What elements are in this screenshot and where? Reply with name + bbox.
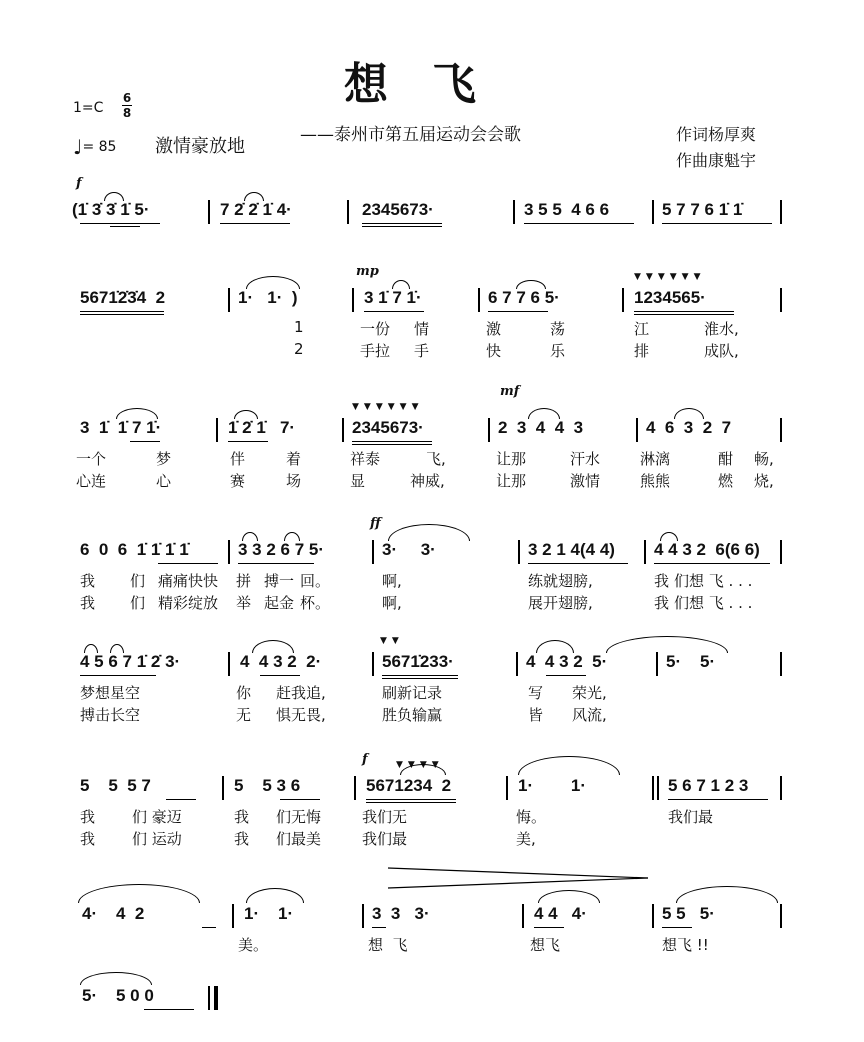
lyric: 伴 — [230, 450, 246, 468]
lyric: 练就翅膀, — [528, 572, 593, 590]
lyric: 让那 — [496, 450, 527, 468]
composer-credit: 作曲康魁宇 — [676, 151, 757, 170]
lyric: 我 — [654, 572, 670, 590]
dynamic-f: f — [362, 752, 368, 767]
measure: 5 7 7 6 1̇ 1̇ — [662, 200, 743, 219]
lyric: 梦 — [156, 450, 172, 468]
lyric: 梦想星空 — [80, 684, 141, 702]
lyric: 激情 — [570, 472, 601, 490]
lyric: 无 — [236, 706, 252, 724]
lyricist-credit: 作词杨厚爽 — [676, 125, 757, 144]
lyric: 手 — [414, 342, 430, 360]
measure: 4· 4 2 — [82, 904, 145, 923]
measure: 4 4 3 2 5· — [526, 652, 608, 671]
measure: 5· 5· — [666, 652, 716, 671]
lyric: 祥泰 — [350, 450, 381, 468]
dynamic-f: f — [76, 176, 82, 191]
lyric: 成队, — [704, 342, 739, 360]
lyric: 畅, — [754, 450, 774, 468]
lyric: 一份 — [360, 320, 391, 338]
measure: 6 7 7 6 5· — [488, 288, 560, 307]
dynamic-mf: mf — [500, 384, 520, 399]
lyric: 风流, — [572, 706, 607, 724]
song-subtitle: ——泰州市第五届运动会会歌 — [300, 125, 521, 145]
lyric: 手拉 — [360, 342, 391, 360]
measure: 5· 5 0 0 — [82, 986, 154, 1005]
lyric: 快 — [486, 342, 502, 360]
lyric: 我 — [234, 830, 250, 848]
measure: 3 3 3· — [372, 904, 430, 923]
measure: 5 6 7 1 2 3 — [668, 776, 749, 795]
measure: 4 4 4· — [534, 904, 587, 923]
measure: 4 6 3 2 7 — [646, 418, 732, 437]
lyric: 拼 — [236, 572, 252, 590]
measure: 3 2 1 4(4 4) — [528, 540, 615, 559]
lyric: 江 — [634, 320, 650, 338]
lyric: 们 — [130, 594, 146, 612]
measure: 1· 1· — [518, 776, 587, 795]
lyric: 赛 — [230, 472, 246, 490]
lyric: 惧无畏, — [276, 706, 326, 724]
accent-marks: ▼▼ — [380, 636, 404, 646]
measure: 5671̇233· — [382, 652, 454, 671]
lyric: 荡 — [550, 320, 566, 338]
measure: 6 0 6 1̇ 1̇ 1̇ 1̇ — [80, 540, 189, 559]
quarter-note-icon: ♩ — [73, 135, 83, 159]
measure: 5671̇2̇3̇4 2 — [80, 288, 166, 307]
lyric: 汗水 — [570, 450, 601, 468]
measure: 1· 1· ) — [238, 288, 298, 307]
measure: 3 5 5 4 6 6 — [524, 200, 610, 219]
lyric: 展开翅膀, — [528, 594, 593, 612]
lyric: 们 运动 — [132, 830, 182, 848]
lyric: 我 — [80, 594, 96, 612]
lyric: 搏一 — [264, 572, 295, 590]
lyric: 们想 飞 . . . — [674, 572, 753, 590]
lyric: 赶我追, — [276, 684, 326, 702]
lyric: 我 — [80, 830, 96, 848]
lyric: 2 — [294, 340, 304, 358]
lyric: 飞, — [426, 450, 446, 468]
key-signature: 1=C — [73, 100, 104, 116]
lyric: 悔。 — [516, 808, 547, 826]
lyric: 杯。 — [300, 594, 331, 612]
measure: 1234565· — [634, 288, 706, 307]
lyric: 们 豪迈 — [132, 808, 182, 826]
measure: 7 2̇ 2̇ 1̇ 4· — [220, 200, 292, 219]
lyric: 淋漓 — [640, 450, 671, 468]
measure: (1̇ 3̇ 3̇ 1̇ 5· — [72, 200, 150, 219]
lyric: 们想 飞 . . . — [674, 594, 753, 612]
tempo-value: = 85 — [82, 139, 117, 155]
lyric: 情 — [414, 320, 430, 338]
measure: 5 5 5 7 — [80, 776, 151, 795]
measure: 1· 1· — [244, 904, 294, 923]
lyric: 们无悔 — [276, 808, 322, 826]
lyric: 我 — [80, 572, 96, 590]
lyric: 排 — [634, 342, 650, 360]
lyric: 场 — [286, 472, 302, 490]
lyric: 们 — [130, 572, 146, 590]
measure: 2345673· — [362, 200, 434, 219]
lyric: 起金 — [264, 594, 295, 612]
lyric: 我 — [654, 594, 670, 612]
lyric: 我们无 — [362, 808, 408, 826]
measure: 3 3 2 6 7 5· — [238, 540, 325, 559]
measure: 4 4 3 2 6(6 6) — [654, 540, 760, 559]
lyric: 刷新记录 — [382, 684, 443, 702]
lyric: 心连 — [76, 472, 107, 490]
accent-marks: ▼▼▼▼ — [396, 760, 444, 770]
lyric: 荣光, — [572, 684, 607, 702]
lyric: 我 — [80, 808, 96, 826]
lyric: 熊熊 — [640, 472, 671, 490]
accent-marks: ▼▼▼▼▼▼ — [634, 272, 706, 282]
lyric: 想飞 — [530, 936, 561, 954]
lyric: 神威, — [410, 472, 445, 490]
lyric: 皆 — [528, 706, 544, 724]
lyric: 写 — [528, 684, 544, 702]
lyric: 我们最 — [668, 808, 714, 826]
lyric: 举 — [236, 594, 252, 612]
measure: 3· 3· — [382, 540, 436, 559]
measure: 5 5 5· — [662, 904, 715, 923]
time-signature-bottom: 8 — [122, 106, 132, 120]
time-signature-top: 6 — [122, 91, 132, 105]
measure: 2345673· — [352, 418, 424, 437]
lyric: 胜负输赢 — [382, 706, 443, 724]
lyric: 心 — [156, 472, 172, 490]
lyric: 着 — [286, 450, 302, 468]
measure: 2 3 4 4 3 — [498, 418, 584, 437]
accent-marks: ▼▼▼▼▼▼ — [352, 402, 424, 412]
measure: 4 4 3 2 2· — [240, 652, 322, 671]
lyric: 让那 — [496, 472, 527, 490]
lyric: 想 飞 — [368, 936, 408, 954]
measure: 5671234 2 — [366, 776, 452, 795]
lyric: 烧, — [754, 472, 774, 490]
lyric: 痛痛快快 — [158, 572, 219, 590]
lyric: 想飞 !! — [662, 936, 709, 954]
lyric: 显 — [350, 472, 366, 490]
lyric: 搏击长空 — [80, 706, 141, 724]
lyric: 美。 — [238, 936, 269, 954]
measure: 5 5 3 6 — [234, 776, 301, 795]
expression-marking: 激情豪放地 — [155, 136, 245, 157]
lyric: 乐 — [550, 342, 566, 360]
lyric: 1 — [294, 318, 304, 336]
lyric: 美, — [516, 830, 536, 848]
measure: 4 5 6 7 1̇ 2̇ 3· — [80, 652, 181, 671]
measure: 3 1̇ 1̇ 7 1̇· — [80, 418, 162, 437]
lyric: 激 — [486, 320, 502, 338]
lyric: 们最美 — [276, 830, 322, 848]
lyric: 啊, — [382, 572, 402, 590]
lyric: 燃 — [718, 472, 734, 490]
dynamic-mp: mp — [356, 264, 379, 279]
lyric: 我们最 — [362, 830, 408, 848]
lyric: 你 — [236, 684, 252, 702]
lyric: 一个 — [76, 450, 107, 468]
dynamic-ff: ff — [370, 516, 381, 531]
lyric: 精彩绽放 — [158, 594, 219, 612]
measure: 3 1̇ 7 1̇· — [364, 288, 422, 307]
lyric: 酣 — [718, 450, 734, 468]
lyric: 回。 — [300, 572, 331, 590]
lyric: 啊, — [382, 594, 402, 612]
song-title: 想飞 — [344, 59, 520, 110]
lyric: 淮水, — [704, 320, 739, 338]
lyric: 我 — [234, 808, 250, 826]
measure: 1̇ 2̇ 1̇ 7· — [228, 418, 296, 437]
